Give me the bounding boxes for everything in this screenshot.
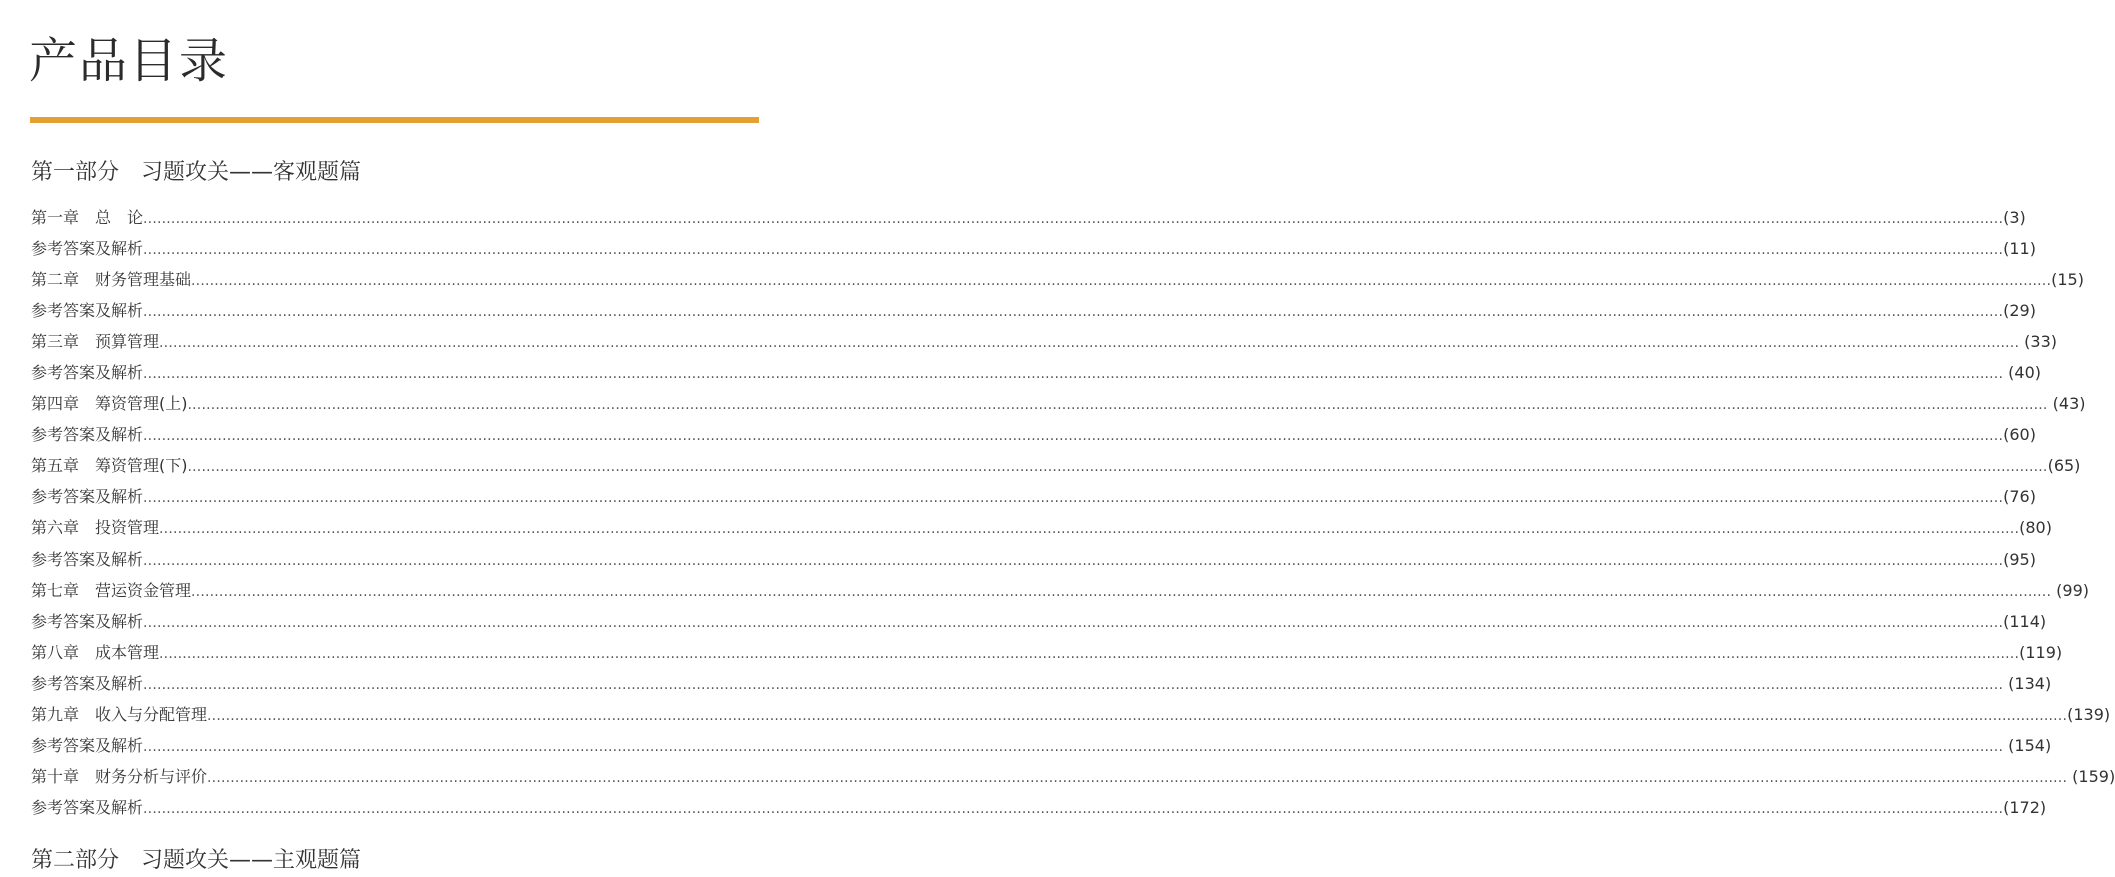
toc-entry[interactable] [31, 579, 2090, 610]
toc-entry[interactable] [31, 423, 2036, 454]
toc-entry-label: 参考答案及解析 [31, 611, 144, 631]
toc-entry[interactable] [31, 485, 2036, 516]
toc-entry-page-number: (33) [2019, 332, 2058, 352]
toc-entry-page-number: (29) [2003, 301, 2036, 321]
dot-leader: ................................................................................................................................................................................................................................................................................................................................................................................................................ [143, 614, 2004, 631]
section-heading-part-2: 第二部分 习题攻关——主观题篇 [31, 848, 362, 873]
dot-leader: ................................................................................................................................................................................................................................................................................................................................................................................................................ [207, 707, 2068, 724]
toc-entry-page-number: (3) [2003, 208, 2026, 227]
toc-entry-page-number: (65) [2047, 456, 2081, 476]
dot-leader: ................................................................................................................................................................................................................................................................................................................................................................................................................ [143, 676, 2004, 693]
toc-entry[interactable] [31, 237, 2036, 268]
toc-entry-label: 第五章 筹资管理(下) [31, 456, 188, 476]
dot-leader: ................................................................................................................................................................................................................................................................................................................................................................................................................ [143, 490, 2004, 507]
toc-entry-page-number: (76) [2003, 487, 2036, 507]
toc-entry-label: 参考答案及解析 [31, 239, 144, 259]
toc-entry-label: 第十章 财务分析与评价 [31, 766, 208, 786]
toc-entry-label: 第六章 投资管理 [31, 518, 160, 538]
toc-entry[interactable] [31, 734, 2052, 765]
toc-entry-page-number: (43) [2047, 394, 2086, 414]
toc-entry-label: 第四章 筹资管理(上) [31, 394, 188, 414]
toc-entry-label: 参考答案及解析 [31, 487, 144, 507]
dot-leader: ................................................................................................................................................................................................................................................................................................................................................................................................................ [143, 242, 2004, 259]
toc-entry[interactable] [31, 516, 2052, 547]
toc-entry-page-number: (11) [2003, 239, 2036, 259]
dot-leader: ................................................................................................................................................................................................................................................................................................................................................................................................................ [187, 459, 2048, 476]
dot-leader: ................................................................................................................................................................................................................................................................................................................................................................................................................ [191, 583, 2052, 600]
toc-entry-page-number: (95) [2003, 549, 2036, 569]
toc-entry-page-number: (40) [2003, 363, 2042, 383]
page-title: 产品目录 [29, 33, 230, 89]
toc-entry-page-number: (80) [2019, 518, 2052, 538]
toc-entry[interactable] [31, 268, 2084, 299]
table-of-contents [31, 206, 2115, 827]
toc-entry-label: 参考答案及解析 [31, 549, 144, 569]
dot-leader: ................................................................................................................................................................................................................................................................................................................................................................................................................ [143, 211, 2004, 227]
toc-entry-page-number: (172) [2003, 797, 2047, 817]
toc-entry-page-number: (60) [2003, 425, 2036, 445]
toc-entry[interactable] [31, 641, 2063, 672]
toc-entry[interactable] [31, 330, 2058, 361]
dot-leader: ................................................................................................................................................................................................................................................................................................................................................................................................................ [207, 769, 2068, 786]
dot-leader: ................................................................................................................................................................................................................................................................................................................................................................................................................ [159, 335, 2020, 352]
dot-leader: ................................................................................................................................................................................................................................................................................................................................................................................................................ [159, 645, 2020, 662]
dot-leader: ................................................................................................................................................................................................................................................................................................................................................................................................................ [143, 552, 2004, 569]
toc-entry-label: 第二章 财务管理基础 [31, 270, 192, 290]
toc-entry-page-number: (99) [2051, 580, 2090, 600]
toc-entry-page-number: (15) [2051, 270, 2084, 290]
toc-entry-label: 第九章 收入与分配管理 [31, 704, 208, 724]
toc-entry[interactable] [31, 299, 2036, 330]
dot-leader: ................................................................................................................................................................................................................................................................................................................................................................................................................ [143, 366, 2004, 383]
toc-entry[interactable] [31, 610, 2047, 641]
toc-entry-page-number: (134) [2003, 673, 2052, 693]
section-heading-part-1: 第一部分 习题攻关——客观题篇 [31, 160, 362, 185]
toc-entry[interactable] [31, 548, 2036, 579]
accent-divider [30, 117, 759, 123]
toc-entry[interactable] [31, 206, 2026, 237]
toc-entry-label: 第七章 营运资金管理 [31, 580, 192, 600]
toc-entry-page-number: (154) [2003, 735, 2052, 755]
toc-entry-label: 参考答案及解析 [31, 301, 144, 321]
toc-entry-label: 参考答案及解析 [31, 425, 144, 445]
toc-entry[interactable] [31, 392, 2086, 423]
toc-entry[interactable] [31, 454, 2081, 485]
dot-leader: ................................................................................................................................................................................................................................................................................................................................................................................................................ [187, 397, 2048, 414]
dot-leader: ................................................................................................................................................................................................................................................................................................................................................................................................................ [143, 738, 2004, 755]
dot-leader: ................................................................................................................................................................................................................................................................................................................................................................................................................ [159, 521, 2020, 538]
toc-entry-label: 参考答案及解析 [31, 673, 144, 693]
toc-entry-page-number: (114) [2003, 611, 2047, 631]
toc-entry[interactable] [31, 672, 2052, 703]
toc-entry-page-number: (119) [2019, 642, 2063, 662]
toc-entry[interactable] [31, 361, 2042, 392]
toc-entry[interactable] [31, 703, 2111, 734]
toc-entry-label: 参考答案及解析 [31, 797, 144, 817]
toc-entry[interactable] [31, 796, 2047, 827]
toc-entry[interactable] [31, 765, 2115, 796]
dot-leader: ................................................................................................................................................................................................................................................................................................................................................................................................................ [143, 428, 2004, 445]
toc-entry-page-number: (139) [2067, 704, 2111, 724]
toc-entry-label: 参考答案及解析 [31, 735, 144, 755]
toc-entry-label: 第八章 成本管理 [31, 642, 160, 662]
toc-entry-label: 参考答案及解析 [31, 363, 144, 383]
dot-leader: ................................................................................................................................................................................................................................................................................................................................................................................................................ [143, 304, 2004, 321]
toc-entry-page-number: (159) [2067, 766, 2115, 786]
dot-leader: ................................................................................................................................................................................................................................................................................................................................................................................................................ [191, 273, 2052, 290]
dot-leader: ................................................................................................................................................................................................................................................................................................................................................................................................................ [143, 800, 2004, 817]
toc-entry-label: 第一章 总 论 [31, 208, 144, 227]
toc-entry-label: 第三章 预算管理 [31, 332, 160, 352]
